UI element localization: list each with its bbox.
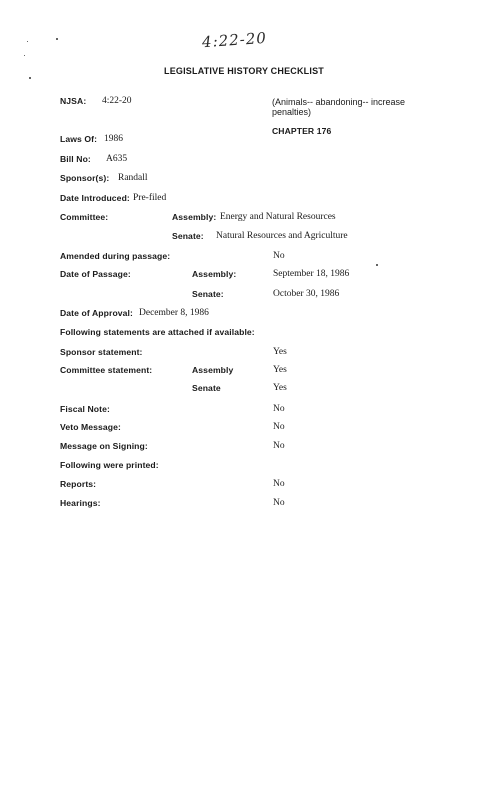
date-of-approval-label: Date of Approval: <box>60 308 134 318</box>
passage-senate-value: October 30, 1986 <box>273 289 340 299</box>
scan-speck <box>29 77 31 79</box>
amended-label: Amended during passage: <box>60 251 171 261</box>
scan-speck <box>27 41 28 42</box>
date-of-passage-label: Date of Passage: <box>60 269 131 279</box>
date-introduced-label: Date Introduced: <box>60 193 130 203</box>
date-introduced-value: Pre-filed <box>133 193 167 203</box>
njsa-value: 4:22-20 <box>102 96 132 106</box>
date-of-approval-value: December 8, 1986 <box>139 308 209 318</box>
reports-label: Reports: <box>60 479 97 489</box>
bill-no-value: A635 <box>106 154 128 164</box>
fiscal-note-label: Fiscal Note: <box>60 404 110 414</box>
veto-message-value: No <box>273 422 285 432</box>
chapter-label: CHAPTER 176 <box>272 126 332 136</box>
bill-no-label: Bill No: <box>60 154 91 164</box>
statements-heading: Following statements are attached if available: <box>60 327 255 337</box>
committee-statement-assembly-value: Yes <box>273 365 287 375</box>
amended-value: No <box>273 251 285 261</box>
veto-message-label: Veto Message: <box>60 422 122 432</box>
committee-assembly-value: Energy and Natural Resources <box>220 212 336 222</box>
committee-label: Committee: <box>60 212 109 222</box>
sponsor-statement-value: Yes <box>273 347 287 357</box>
passage-assembly-value: September 18, 1986 <box>273 269 350 279</box>
scan-speck <box>24 55 25 56</box>
committee-statement-assembly-label: Assembly <box>192 365 234 375</box>
fiscal-note-value: No <box>273 404 285 414</box>
passage-assembly-label: Assembly: <box>192 269 237 279</box>
scan-speck <box>376 264 378 266</box>
sponsors-label: Sponsor(s): <box>60 173 110 183</box>
njsa-label: NJSA: <box>60 96 87 106</box>
committee-senate-value: Natural Resources and Agriculture <box>216 231 348 241</box>
sponsor-statement-label: Sponsor statement: <box>60 347 143 357</box>
handwritten-note: 4:22-20 <box>201 28 268 52</box>
committee-statement-label: Committee statement: <box>60 365 153 375</box>
committee-statement-senate-label: Senate <box>192 383 221 393</box>
passage-senate-label: Senate: <box>192 289 224 299</box>
printed-heading: Following were printed: <box>60 460 159 470</box>
sponsors-value: Randall <box>118 173 148 183</box>
committee-senate-label: Senate: <box>172 231 204 241</box>
committee-assembly-label: Assembly: <box>172 212 217 222</box>
laws-of-value: 1986 <box>104 134 123 144</box>
committee-statement-senate-value: Yes <box>273 383 287 393</box>
reports-value: No <box>273 479 285 489</box>
hearings-label: Hearings: <box>60 498 101 508</box>
scan-speck <box>56 38 58 40</box>
page-title: LEGISLATIVE HISTORY CHECKLIST <box>164 66 324 76</box>
subject-description: (Animals-- abandoning-- increase penalties) <box>272 97 406 117</box>
message-on-signing-value: No <box>273 441 285 451</box>
hearings-value: No <box>273 498 285 508</box>
laws-of-label: Laws Of: <box>60 134 98 144</box>
message-on-signing-label: Message on Signing: <box>60 441 148 451</box>
